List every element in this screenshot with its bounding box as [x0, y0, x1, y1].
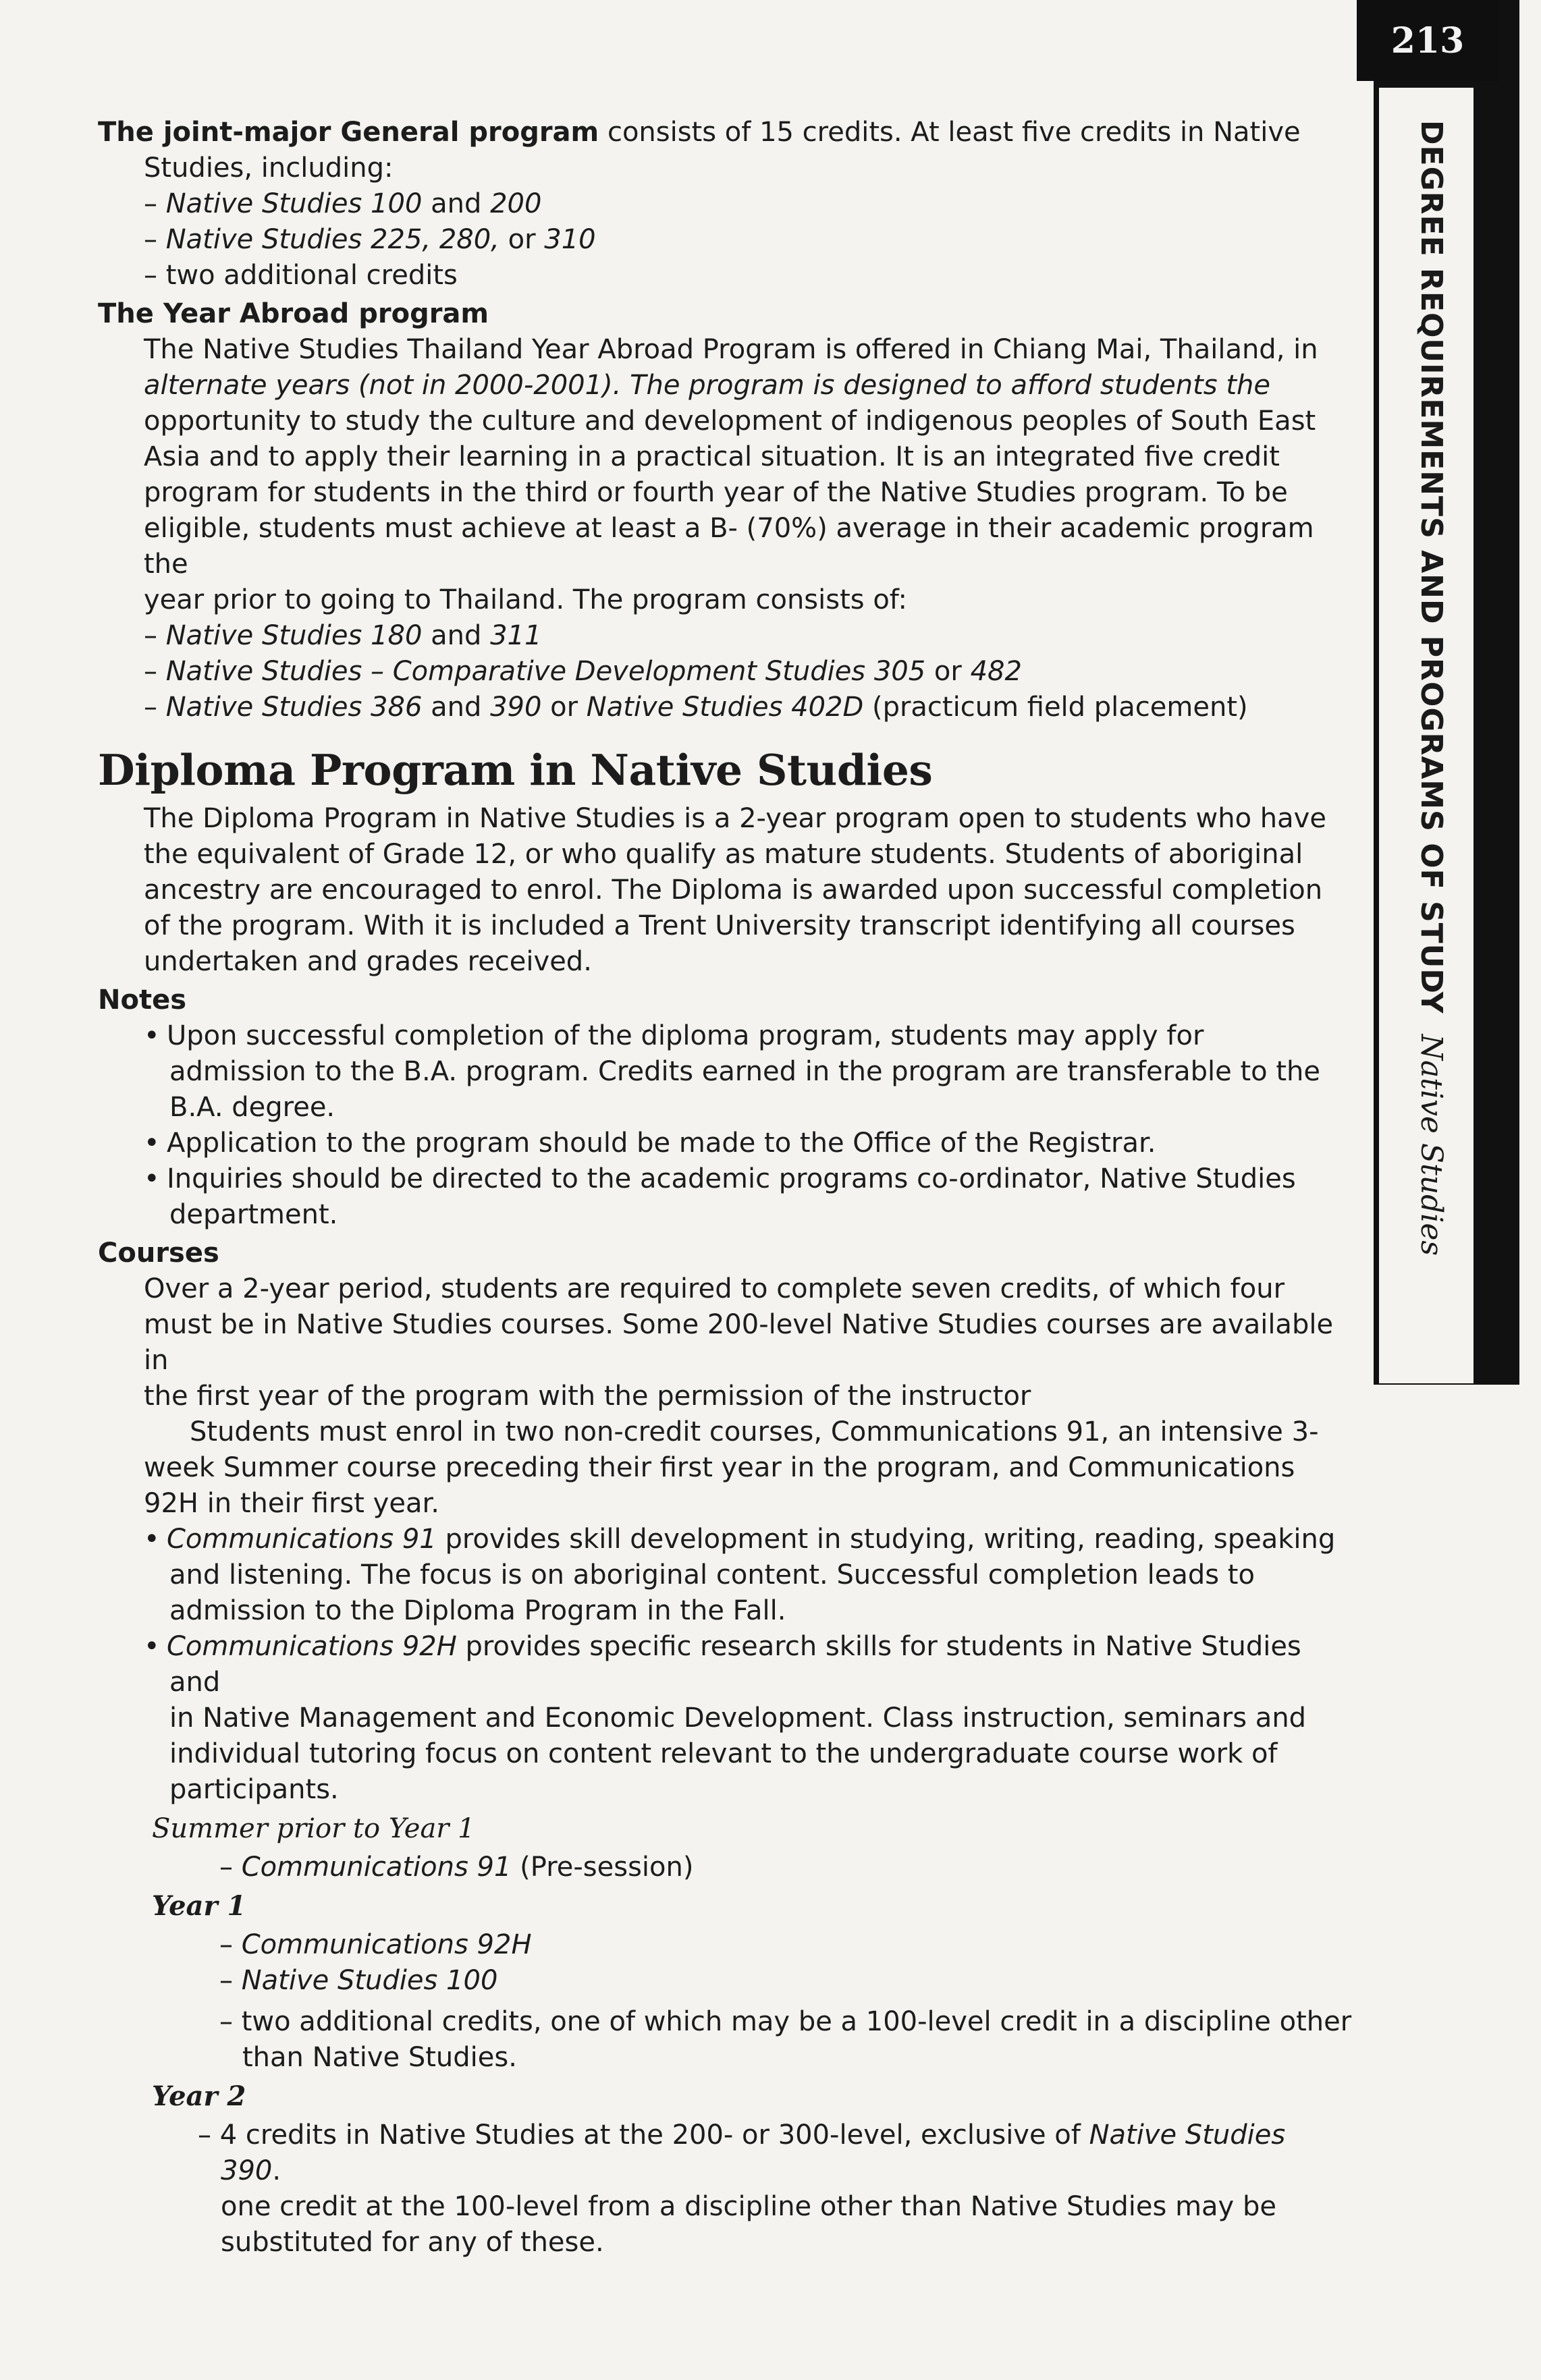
year-abroad-body: The Native Studies Thailand Year Abroad Program is offered in Chiang Mai, Thailand, in alternate years (not in 2000-2001). The program is designed to afford students the opportunity to study the culture and development of indigenous peoples of South East Asia and to apply their learning in a practical situation. It is an integrated five credit program for students in the third or fourth year of the Native Studies program. To be eligible, students must achieve at least a B- (70%) average in their academic program the year prior to going to Thailand. The program consists of: — [144, 334, 1318, 615]
bullet-icon: • — [144, 1631, 160, 1662]
list-item: – Native Studies 180 and 311 — [144, 620, 542, 651]
list-item: • Application to the program should be made to the Office of the Registrar. — [144, 1126, 1353, 1161]
year2-list — [98, 2118, 1353, 2261]
joint-major-line2: Studies, including: — [144, 153, 394, 184]
notes-list — [98, 1018, 1353, 1233]
summer-label: Summer prior to Year 1 — [152, 1813, 475, 1844]
year-abroad-heading: The Year Abroad program — [98, 298, 489, 329]
joint-major-paragraph — [98, 115, 1353, 150]
list-item: – Native Studies 386 and 390 or Native Studies 402D (practicum field placement) — [144, 692, 1248, 723]
joint-major-list — [98, 186, 1353, 294]
courses-heading: Courses — [98, 1238, 219, 1269]
list-item: – Native Studies – Comparative Development Studies 305 or 482 — [144, 656, 1022, 687]
side-header-subtitle: Native Studies — [1414, 1034, 1449, 1256]
section-title: Diploma Program in Native Studies — [98, 745, 933, 795]
list-item: – Communications 91 (Pre-session) — [219, 1852, 694, 1883]
courses-paragraph: Over a 2-year period, students are required to complete seven credits, of which four must be in Native Studies courses. Some 200-level Native Studies courses are available in the first year of the program with the permission of the instructor Students must enrol in two non-credit courses, Communications 91, an intensive 3- week Summer course preceding their first year in the program, and Communications 92H in their first year. — [144, 1273, 1334, 1519]
list-item: • Inquiries should be directed to the academic programs co-ordinator, Native Studies department. — [144, 1161, 1353, 1233]
main-content — [98, 115, 1353, 2261]
list-item: – two additional credits — [144, 260, 458, 291]
joint-major-lead: The joint-major General program — [98, 117, 599, 148]
list-item: – Native Studies 100 and 200 — [144, 188, 542, 219]
list-item: – 4 credits in Native Studies at the 200- or 300-level, exclusive of Native Studies 390. one credit at the 100-level from a discipline other than Native Studies may be substituted for any of these. — [198, 2120, 1286, 2258]
side-header — [1414, 120, 1449, 1256]
communications-list — [98, 1522, 1353, 1808]
page-number: 213 — [1357, 0, 1498, 81]
side-header-title: DEGREE REQUIREMENTS AND PROGRAMS OF STUDY — [1414, 120, 1449, 1014]
bullet-icon: • — [144, 1163, 160, 1194]
list-item: – Native Studies 100 — [219, 1965, 498, 1996]
year1-list — [98, 1927, 1353, 2076]
list-item: • Communications 91 provides skill development in studying, writing, reading, speaking and listening. The focus is on aboriginal content. Successful completion leads to admission to the Diploma Program in the Fall. — [144, 1522, 1353, 1629]
summer-list — [98, 1850, 1353, 1885]
year1-label: Year 1 — [152, 1890, 246, 1922]
list-item: • Communications 92H provides specific research skills for students in Native Studies and in Native Management and Economic Development. Class instruction, seminars and individual tutoring focus on content relevant to the undergraduate course work of participants. — [144, 1629, 1353, 1808]
joint-major-lead-rest: consists of 15 credits. At least five credits in Native — [599, 117, 1301, 148]
diploma-intro: The Diploma Program in Native Studies is a 2-year program open to students who have the equivalent of Grade 12, or who qualify as mature students. Students of aboriginal ancestry are encouraged to enrol. The Diploma is awarded upon successful completion of the program. With it is included a Trent University transcript identifying all courses undertaken and grades received. — [144, 803, 1326, 977]
bullet-icon: • — [144, 1524, 160, 1555]
list-item: – Native Studies 225, 280, or 310 — [144, 224, 596, 255]
list-item: • Upon successful completion of the diploma program, students may apply for admission to the B.A. program. Credits earned in the program are transferable to the B.A. degree. — [144, 1018, 1353, 1126]
year-abroad-list — [98, 618, 1353, 725]
year2-label: Year 2 — [152, 2080, 246, 2112]
bullet-icon: • — [144, 1020, 160, 1051]
list-item: – Communications 92H — [219, 1929, 532, 1960]
list-item: – two additional credits, one of which may be a 100-level credit in a discipline other than Native Studies. — [219, 2006, 1352, 2073]
notes-heading: Notes — [98, 985, 187, 1016]
bullet-icon: • — [144, 1128, 160, 1159]
